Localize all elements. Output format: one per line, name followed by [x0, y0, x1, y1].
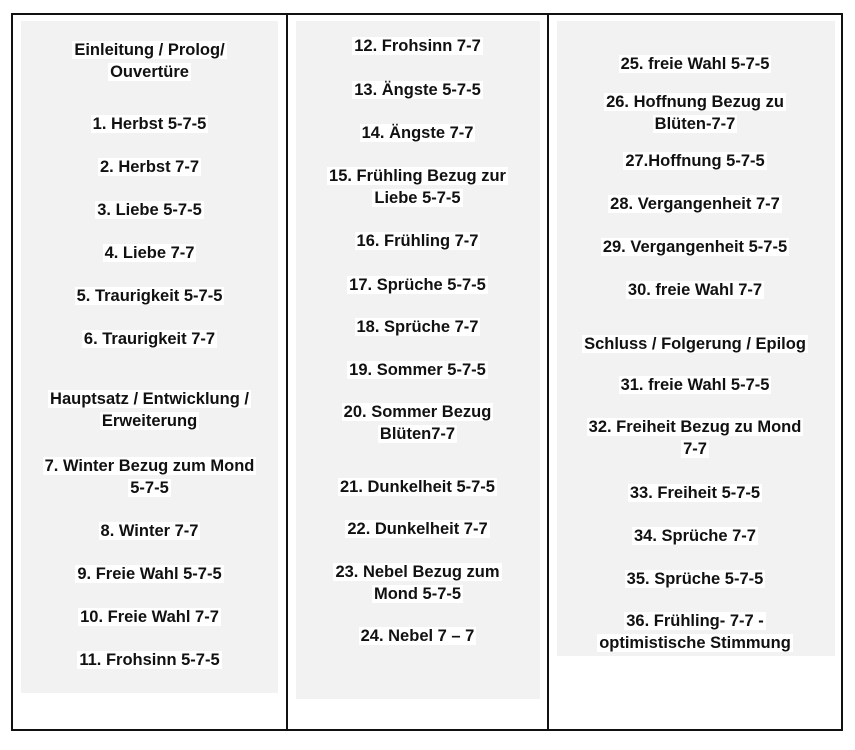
table-entry — [13, 113, 286, 135]
entry-line: 33. Freiheit 5-7-5 — [629, 484, 761, 502]
table-entry — [13, 520, 286, 542]
entry-line: Einleitung / Prolog/ — [74, 41, 225, 59]
table-entry — [13, 156, 286, 178]
entry-line: 26. Hoffnung Bezug zu — [606, 93, 784, 111]
entry-line: 21. Dunkelheit 5-7-5 — [340, 478, 495, 496]
table-entry — [549, 333, 841, 355]
table-entry — [288, 625, 547, 647]
entry-line: 10. Freie Wahl 7-7 — [80, 608, 219, 626]
entry-line: 17. Sprüche 5-7-5 — [349, 276, 486, 294]
table-entry — [288, 476, 547, 498]
table-entry — [549, 525, 841, 547]
table-entry — [549, 610, 841, 654]
entry-line: 27.Hoffnung 5-7-5 — [625, 152, 765, 170]
table-entry — [13, 606, 286, 628]
entry-line: 7-7 — [683, 440, 707, 458]
table-entry — [288, 359, 547, 381]
entry-line: 5-7-5 — [130, 479, 169, 497]
table-entry — [288, 316, 547, 338]
entry-line: 23. Nebel Bezug zum — [335, 563, 500, 581]
entry-line: 16. Frühling 7-7 — [356, 232, 479, 250]
table-entry — [13, 649, 286, 671]
entry-line: 8. Winter 7-7 — [100, 522, 199, 540]
entry-line: Liebe 5-7-5 — [374, 189, 461, 207]
entry-line: 20. Sommer Bezug — [343, 403, 492, 421]
table-entry — [549, 53, 841, 75]
entry-line: 24. Nebel 7 – 7 — [360, 627, 475, 645]
entry-line: 13. Ängste 5-7-5 — [354, 81, 481, 99]
entry-line: 15. Frühling Bezug zur — [329, 167, 506, 185]
table-entry — [13, 388, 286, 432]
entry-line: 3. Liebe 5-7-5 — [97, 201, 202, 219]
table-entry — [13, 242, 286, 264]
entry-line: 11. Frohsinn 5-7-5 — [79, 651, 220, 669]
entry-line: 35. Sprüche 5-7-5 — [626, 570, 764, 588]
table-entry — [13, 285, 286, 307]
table-entry — [13, 328, 286, 350]
entry-line: Hauptsatz / Entwicklung / — [50, 390, 249, 408]
table-entry — [288, 561, 547, 605]
entry-line: 31. freie Wahl 5-7-5 — [620, 376, 770, 394]
table-entry — [288, 274, 547, 296]
entry-line: 30. freie Wahl 7-7 — [627, 281, 763, 299]
entry-line: 2. Herbst 7-7 — [99, 158, 200, 176]
table-entry — [549, 482, 841, 504]
table-entry — [288, 79, 547, 101]
table-entry — [13, 199, 286, 221]
table-entry — [549, 236, 841, 258]
table-entry — [288, 401, 547, 445]
entry-line: 34. Sprüche 7-7 — [634, 527, 756, 545]
table-entry — [13, 39, 286, 83]
table-entry — [549, 91, 841, 135]
entry-line: Schluss / Folgerung / Epilog — [584, 335, 806, 353]
table-entry — [288, 122, 547, 144]
entry-line: optimistische Stimmung — [599, 634, 791, 652]
entry-line: Blüten7-7 — [379, 425, 456, 443]
table-entry — [549, 416, 841, 460]
entry-line: 7. Winter Bezug zum Mond — [44, 457, 255, 475]
entry-line: Mond 5-7-5 — [373, 585, 462, 603]
haiku-structure-table — [11, 13, 843, 731]
table-entry — [288, 165, 547, 209]
entry-line: 14. Ängste 7-7 — [361, 124, 474, 142]
entry-line: 18. Sprüche 7-7 — [356, 318, 479, 336]
table-entry — [549, 374, 841, 396]
entry-line: 29. Vergangenheit 5-7-5 — [602, 238, 788, 256]
entry-line: 9. Freie Wahl 5-7-5 — [77, 565, 222, 583]
column-3 — [547, 15, 841, 729]
entry-line: 32. Freiheit Bezug zu Mond — [588, 418, 802, 436]
table-entry — [549, 568, 841, 590]
entry-line: Blüten-7-7 — [654, 115, 736, 133]
column-1 — [13, 15, 286, 729]
entry-line: 25. freie Wahl 5-7-5 — [620, 55, 770, 73]
entry-line: 36. Frühling- 7-7 - — [626, 612, 764, 630]
entry-line: Ouvertüre — [110, 63, 189, 81]
table-entry — [13, 563, 286, 585]
entry-line: 1. Herbst 5-7-5 — [92, 115, 207, 133]
entry-line: 6. Traurigkeit 7-7 — [83, 330, 216, 348]
table-entry — [13, 455, 286, 499]
table-entry — [288, 230, 547, 252]
table-entry — [288, 518, 547, 540]
table-entry — [549, 193, 841, 215]
table-entry — [288, 35, 547, 57]
table-entry — [549, 279, 841, 301]
table-entry — [549, 150, 841, 172]
entry-line: 19. Sommer 5-7-5 — [349, 361, 486, 379]
entry-line: 4. Liebe 7-7 — [104, 244, 195, 262]
entry-line: Erweiterung — [101, 412, 198, 430]
entry-line: 22. Dunkelheit 7-7 — [347, 520, 488, 538]
entry-line: 5. Traurigkeit 5-7-5 — [76, 287, 223, 305]
entry-line: 28. Vergangenheit 7-7 — [610, 195, 780, 213]
entry-line: 12. Frohsinn 7-7 — [354, 37, 481, 55]
column-2 — [286, 15, 547, 729]
